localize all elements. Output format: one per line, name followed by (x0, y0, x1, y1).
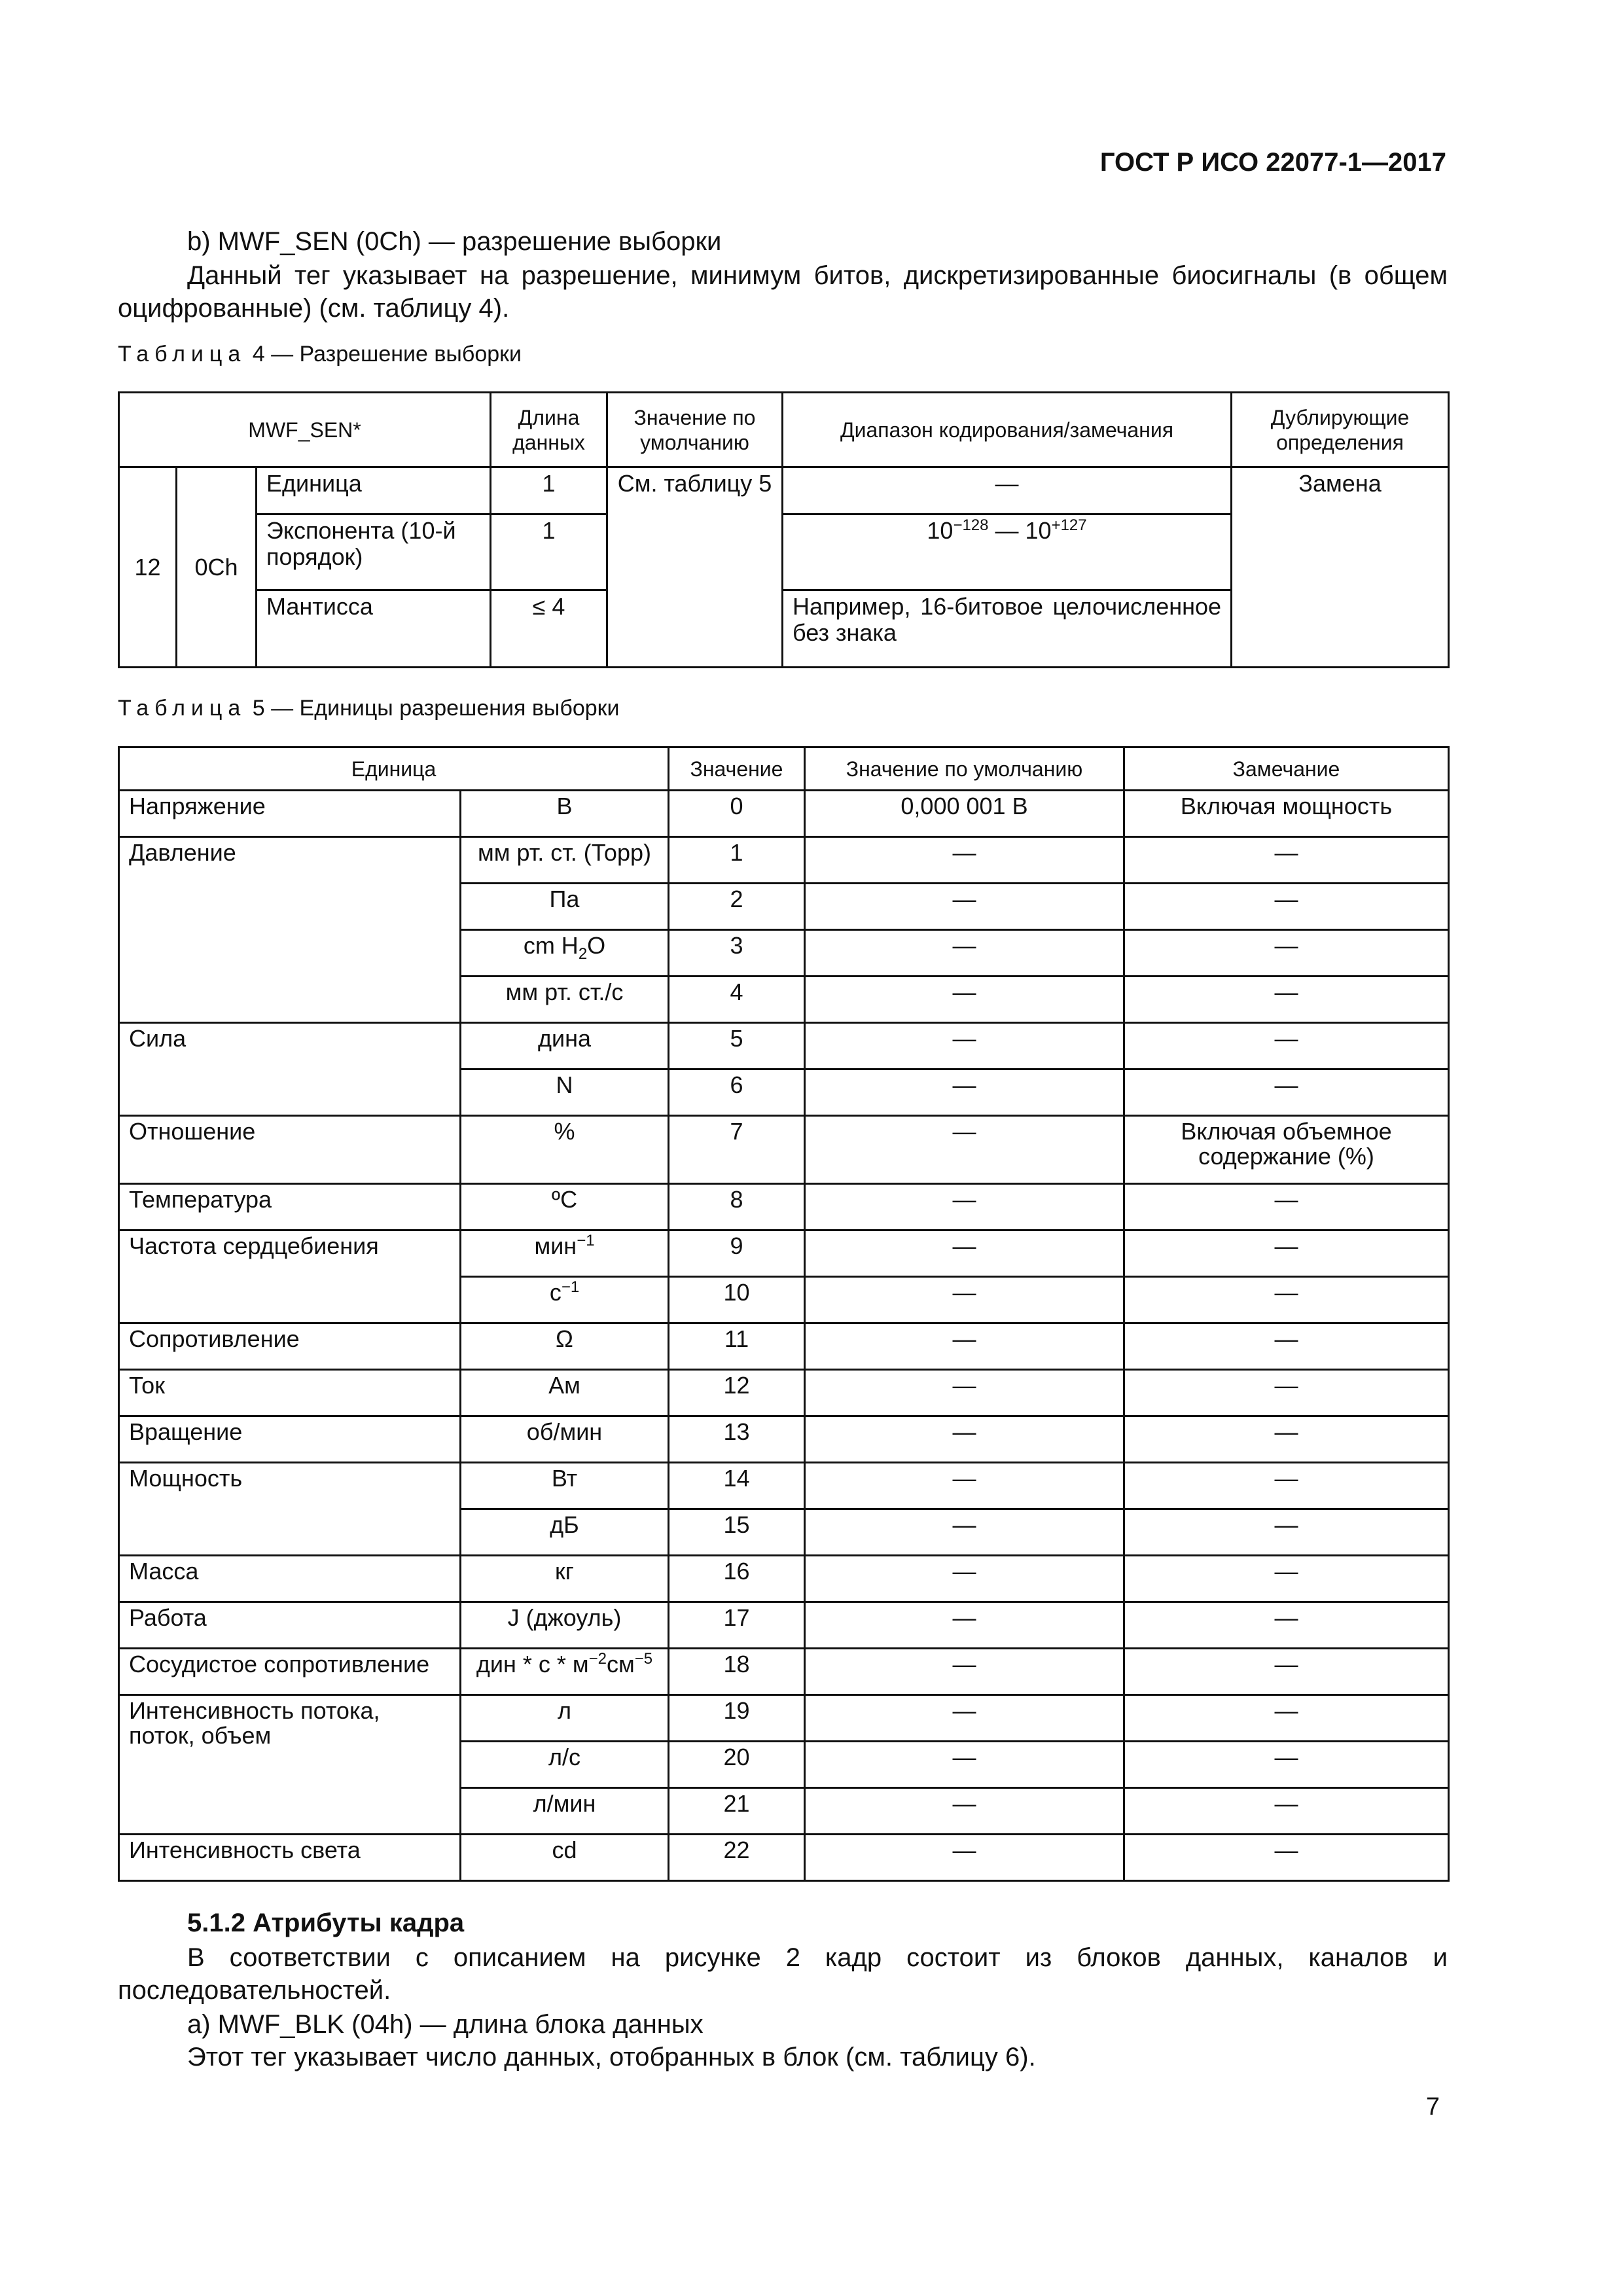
table4-row3-range: Например, 16-битовое целочисленное без знака (783, 590, 1232, 668)
default-cell: — (805, 1509, 1124, 1556)
table-row (119, 1184, 1449, 1230)
value-cell: 17 (669, 1602, 805, 1649)
table-row (119, 467, 1449, 514)
table4-row2-length: 1 (491, 514, 607, 590)
value-cell: 6 (669, 1069, 805, 1116)
table4-duplicate: Замена (1232, 467, 1449, 668)
default-cell: — (805, 1602, 1124, 1649)
table4-row3-length: ≤ 4 (491, 590, 607, 668)
table4-row3-name: Мантисса (257, 590, 491, 668)
table5-header-row (119, 747, 1449, 791)
table4-default: См. таблицу 5 (607, 467, 783, 668)
default-cell: — (805, 1184, 1124, 1230)
unit-cell: л/с (461, 1742, 669, 1788)
unit-text: дин * с * м (476, 1651, 589, 1677)
unit-cell: Па (461, 884, 669, 930)
table4-header-default: Значение по умолчанию (607, 393, 783, 467)
table4-header-mwf-sen: MWF_SEN* (119, 393, 491, 467)
unit-superscript: −1 (577, 1232, 595, 1249)
table-row (119, 1230, 1449, 1277)
table4-hex: 0Ch (177, 467, 257, 668)
table4-code: 12 (119, 467, 177, 668)
note-cell: — (1124, 1509, 1449, 1556)
table-row (119, 1416, 1449, 1463)
table5-header-default: Значение по умолчанию (805, 747, 1124, 791)
value-cell: 16 (669, 1556, 805, 1602)
default-cell: 0,000 001 В (805, 791, 1124, 837)
quantity-cell: Давление (119, 837, 461, 1023)
value-cell: 18 (669, 1649, 805, 1695)
default-cell: — (805, 1649, 1124, 1695)
note-cell: — (1124, 1230, 1449, 1277)
value-cell: 5 (669, 1023, 805, 1069)
section-b-title: b) MWF_SEN (0Ch) — разрешение выборки (187, 227, 722, 256)
range-separator: — (988, 517, 1026, 544)
unit-cell: Ам (461, 1370, 669, 1416)
item-a-title: a) MWF_BLK (04h) — длина блока данных (187, 2010, 704, 2039)
note-cell: Включая мощность (1124, 791, 1449, 837)
unit-cell: дина (461, 1023, 669, 1069)
table-row (119, 1695, 1449, 1742)
unit-text-end: O (587, 932, 606, 959)
value-cell: 2 (669, 884, 805, 930)
table4-header-row (119, 393, 1449, 467)
quantity-cell: Работа (119, 1602, 461, 1649)
quantity-cell: Интенсивность потока, поток, объем (119, 1695, 461, 1835)
unit-cell (461, 1230, 669, 1277)
value-cell: 19 (669, 1695, 805, 1742)
value-cell: 8 (669, 1184, 805, 1230)
default-cell: — (805, 1023, 1124, 1069)
note-cell: — (1124, 1323, 1449, 1370)
unit-superscript: −2 (588, 1650, 607, 1668)
default-cell: — (805, 1463, 1124, 1509)
unit-cell (461, 1649, 669, 1695)
note-cell: — (1124, 1370, 1449, 1416)
note-cell: — (1124, 1069, 1449, 1116)
value-cell: 22 (669, 1835, 805, 1881)
note-cell: — (1124, 1556, 1449, 1602)
table4-header-duplicate: Дублирующие определения (1232, 393, 1449, 467)
unit-text: мин (534, 1232, 577, 1259)
default-cell: — (805, 1116, 1124, 1184)
unit-cell: J (джоуль) (461, 1602, 669, 1649)
range-exp-2: +127 (1051, 516, 1087, 534)
table5-header-unit: Единица (119, 747, 669, 791)
table-row (119, 1023, 1449, 1069)
default-cell: — (805, 1788, 1124, 1835)
unit-subscript: 2 (578, 945, 588, 963)
unit-superscript-2: −5 (634, 1650, 653, 1668)
default-cell: — (805, 1835, 1124, 1881)
unit-cell: об/мин (461, 1416, 669, 1463)
value-cell: 0 (669, 791, 805, 837)
value-cell: 12 (669, 1370, 805, 1416)
page-number: 7 (1425, 2093, 1440, 2121)
table4-caption-rest: 4 — Разрешение выборки (246, 342, 522, 367)
section-5-1-2-heading: 5.1.2 Атрибуты кадра (187, 1909, 465, 1937)
default-cell: — (805, 977, 1124, 1023)
default-cell: — (805, 930, 1124, 977)
value-cell: 10 (669, 1277, 805, 1323)
unit-cell: л/мин (461, 1788, 669, 1835)
table4-row2-name: Экспонента (10-й порядок) (257, 514, 491, 590)
note-cell: — (1124, 1416, 1449, 1463)
table4-row2-range (783, 514, 1232, 590)
value-cell: 11 (669, 1323, 805, 1370)
quantity-cell: Напряжение (119, 791, 461, 837)
value-cell: 7 (669, 1116, 805, 1184)
note-cell: — (1124, 1788, 1449, 1835)
table-row (119, 1649, 1449, 1695)
value-cell: 1 (669, 837, 805, 884)
table5-caption-rest: 5 — Единицы разрешения выборки (246, 696, 620, 721)
default-cell: — (805, 1556, 1124, 1602)
quantity-cell: Частота сердцебиения (119, 1230, 461, 1323)
unit-cell: мм рт. ст. (Торр) (461, 837, 669, 884)
note-cell: Включая объемное содержание (%) (1124, 1116, 1449, 1184)
range-base-2: 10 (1025, 517, 1052, 544)
default-cell: — (805, 1277, 1124, 1323)
table5-header-note: Замечание (1124, 747, 1449, 791)
table4-sampling-resolution (118, 391, 1450, 668)
section-b-text: Данный тег указывает на разрешение, минимум битов, дискретизированные биосигналы (в общем оцифрованные) (см. таблицу 4). (118, 261, 1448, 323)
unit-cell: N (461, 1069, 669, 1116)
table5-caption (118, 696, 620, 721)
unit-text-mid: см (607, 1651, 635, 1677)
default-cell: — (805, 837, 1124, 884)
quantity-cell: Сила (119, 1023, 461, 1116)
quantity-cell: Отношение (119, 1116, 461, 1184)
table-row (119, 1370, 1449, 1416)
note-cell: — (1124, 930, 1449, 977)
quantity-cell: Масса (119, 1556, 461, 1602)
default-cell: — (805, 1230, 1124, 1277)
value-cell: 3 (669, 930, 805, 977)
table-row (119, 1835, 1449, 1881)
quantity-cell: Вращение (119, 1416, 461, 1463)
unit-cell (461, 1277, 669, 1323)
table-row (119, 1116, 1449, 1184)
quantity-cell: Сопротивление (119, 1323, 461, 1370)
range-base-1: 10 (927, 517, 954, 544)
unit-cell: cd (461, 1835, 669, 1881)
unit-cell: Вт (461, 1463, 669, 1509)
table-row (119, 1556, 1449, 1602)
unit-superscript: −1 (561, 1278, 580, 1296)
table-row (119, 1463, 1449, 1509)
unit-cell: Ω (461, 1323, 669, 1370)
table4-header-range: Диапазон кодирования/замечания (783, 393, 1232, 467)
table-row (119, 1323, 1449, 1370)
value-cell: 20 (669, 1742, 805, 1788)
quantity-cell: Ток (119, 1370, 461, 1416)
note-cell: — (1124, 884, 1449, 930)
unit-cell: ºC (461, 1184, 669, 1230)
standard-number: ГОСТ Р ИСО 22077-1—2017 (1099, 148, 1446, 177)
section-5-1-2-text: В соответствии с описанием на рисунке 2 кадр состоит из блоков данных, каналов и последовательностей. (118, 1943, 1448, 2005)
default-cell: — (805, 1323, 1124, 1370)
value-cell: 4 (669, 977, 805, 1023)
unit-text: с (549, 1279, 562, 1306)
table-row (119, 791, 1449, 837)
table4-caption-word: Таблица (118, 342, 247, 367)
table4-row1-range: — (783, 467, 1232, 514)
note-cell: — (1124, 977, 1449, 1023)
value-cell: 21 (669, 1788, 805, 1835)
value-cell: 9 (669, 1230, 805, 1277)
table-row (119, 1602, 1449, 1649)
default-cell: — (805, 1370, 1124, 1416)
quantity-cell: Температура (119, 1184, 461, 1230)
default-cell: — (805, 1069, 1124, 1116)
unit-cell: % (461, 1116, 669, 1184)
note-cell: — (1124, 1835, 1449, 1881)
note-cell: — (1124, 1184, 1449, 1230)
table5-caption-word: Таблица (118, 696, 247, 721)
value-cell: 14 (669, 1463, 805, 1509)
note-cell: — (1124, 837, 1449, 884)
note-cell: — (1124, 1649, 1449, 1695)
table4-caption (118, 342, 522, 367)
default-cell: — (805, 884, 1124, 930)
unit-cell: В (461, 791, 669, 837)
unit-cell: мм рт. ст./с (461, 977, 669, 1023)
range-exp-1: −128 (953, 516, 989, 534)
table4-header-length: Длина данных (491, 393, 607, 467)
table5-header-value: Значение (669, 747, 805, 791)
table-row (119, 837, 1449, 884)
unit-cell: кг (461, 1556, 669, 1602)
note-cell: — (1124, 1602, 1449, 1649)
quantity-cell: Сосудистое сопротивление (119, 1649, 461, 1695)
unit-cell: л (461, 1695, 669, 1742)
table5-resolution-units (118, 746, 1450, 1882)
note-cell: — (1124, 1463, 1449, 1509)
note-cell: — (1124, 1277, 1449, 1323)
default-cell: — (805, 1742, 1124, 1788)
unit-cell: дБ (461, 1509, 669, 1556)
note-cell: — (1124, 1742, 1449, 1788)
unit-text: cm H (523, 932, 579, 959)
value-cell: 13 (669, 1416, 805, 1463)
note-cell: — (1124, 1695, 1449, 1742)
table4-row1-length: 1 (491, 467, 607, 514)
unit-cell (461, 930, 669, 977)
note-cell: — (1124, 1023, 1449, 1069)
default-cell: — (805, 1416, 1124, 1463)
quantity-cell: Мощность (119, 1463, 461, 1556)
table4-row1-name: Единица (257, 467, 491, 514)
default-cell: — (805, 1695, 1124, 1742)
quantity-cell: Интенсивность света (119, 1835, 461, 1881)
item-a-text: Этот тег указывает число данных, отобранных в блок (см. таблицу 6). (187, 2043, 1036, 2072)
value-cell: 15 (669, 1509, 805, 1556)
